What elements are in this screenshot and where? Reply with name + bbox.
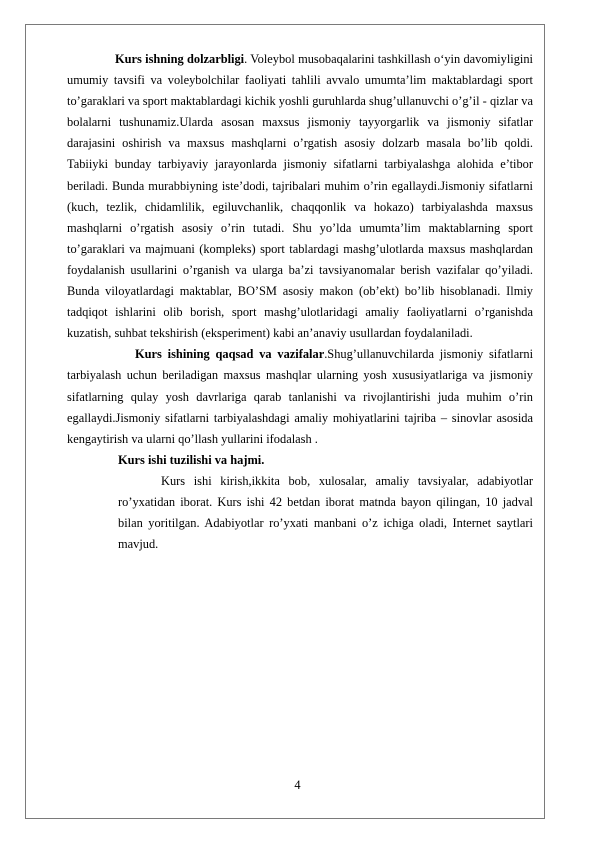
relevance-paragraph [67,49,533,344]
structure-heading: Kurs ishi tuzilishi va hajmi. [118,452,265,467]
goals-heading: Kurs ishining qaqsad va vazifalar [135,347,325,362]
structure-paragraph: Kurs ishi kirish,ikkita bob, xulosalar, amaliy tavsiyalar, adabiyotlar ro’yxatidan iborat. Kurs ishi 42 betdan iborat matnda bayon qilingan, 10 jadval bilan yoritilgan. Adabiyotlar ro’yxati manbani o’z ichiga oladi, Internet saytlari mavjud. [118,473,533,552]
goals-text: .Shug’ullanuvchilarda jismoniy sifatlarni tarbiyalash uchun beriladigan maxsus mashqlar ularning yosh xususiyatlariga va jismoniy sifatlarning qulay yosh davrlariga qarab tanlanishi va rivojlantirishi juda muhim o’rin egallaydi.Jismoniy sifatlarni tarbiyalashdagi amaliy mohiyatlarini tajriba – sinovlar asosida kengaytirish va ularni qo’llash yullarini ifodalash . [67,347,534,446]
structure-heading-line [67,450,533,471]
relevance-text: . Voleybol musobaqalarini tashkillash o‘yin davomiyligini umumiy tavsifi va voleybolchilar faoliyati tahlili avvalo umumta’lim maktablardagi sport to’garaklari va sport maktablardagi kichik yoshli guruhlarda shug’ullanuvchi o’g’il - qizlar va bolalarni tushunamiz.Ularda asosan maxsus jismoniy tayyorgarlik va jismoniy sifatlar darajasini oshirish va maxsus mashqlarni o’rgatish asosiy dolzarb masala bo’lib qoldi. Tabiiyki bunday tarbiyaviy jarayonlarda jismoniy sifatlarni tarbiyalashga alohida e’tibor beriladi. Bunda murabbiyning iste’dodi, tajribalari muhim o’rin egallaydi.Jismoniy sifatlarni (kuch, tezlik, chidamlilik, egiluvchanlik, chaqqonlik va hokazo) tarbiyalashda maxsus mashqlarni o’rgatish asosiy o’rin tutadi. Shu yo’lda umumta’lim maktablarning sport to’garaklari va majmuani (kompleks) sport tablardagi mashg’ulotlarda maxsus mashqlardan foydalanish usullarini o’rganish va ularga ba’zi tavsiyanomalar berish vazifalar qo’yiladi. Bunda viloyatlardagi maktablar, BO’SM asosiy makon (ob’ekt) bo’lib hisoblanadi. Ilmiy tadqiqot ishlarini olib borish, sport mashg’ulotlaridagi amaliy faoliyatlarni o’rganishda kuzatish, suhbat tekshirish (eksperiment) kabi an’anaviy usullardan foydalaniladi. [67,52,533,341]
relevance-heading: Kurs ishning dolzarbligi [115,52,245,66]
goals-paragraph [67,344,533,449]
document-body [67,49,533,555]
page-number: 4 [294,778,301,792]
